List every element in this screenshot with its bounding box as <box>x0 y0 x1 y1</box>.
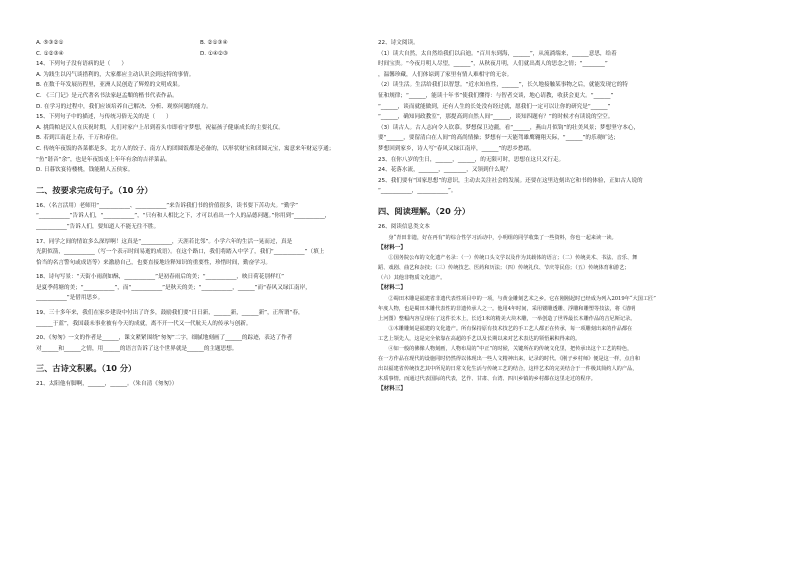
question-15-option: “鱼”谐音“余”，也是年夜饭桌上年年有余的吉祥菜品。 <box>36 156 171 163</box>
question-22-line: 梦想回到家乡，诗人写“春风又绿江南岸，______”的思乡愁绪。 <box>378 145 535 152</box>
question-22-line: （2）读生活。生活给我们以智慧。“近水知鱼性，______”，长久地接触某事物之后，就能发现它的特 <box>378 82 628 89</box>
question-14-option: A. 为践生以闪气谈措利的，大家都应主动认识会到这特的事情。 <box>36 71 195 78</box>
left-column <box>36 38 376 390</box>
question-17-line: 17、同学之间的情谊多么深厚啊！这真是“___________，天涯若比邻”。小学六年的生活一晃而过，真是 <box>36 238 293 245</box>
question-18-line: 是夏季荷塘的美；“___________”，而“___________”是秋天的美；“___________，______”而“春风又绿江南岸， <box>36 284 311 291</box>
question-23-line: 23、在你八岁的生日，______，______，的无限可时，思想在这只又行走。 <box>378 156 565 163</box>
option-d: D. ①④②③ <box>200 50 228 57</box>
question-22-line: （3）读古人。古人志向令人钦慕。梦想保卫边疆，看“______，燕山月似钩”的壮美风景；梦想坚守本心， <box>378 124 640 131</box>
section-2-heading: 二、按要求完成句子。（10 分） <box>36 184 153 195</box>
question-15-stem: 15、下列句子中的描述，与传统习俗无关的是（ ） <box>36 114 172 121</box>
question-22-line: 时间宝贵。“今夜月明人尽望，______”，从秋夜月明，人们就出离人的思念之情；“________” <box>378 61 608 68</box>
options-row-ab <box>36 38 376 49</box>
material-paragraph-line: ③木雕雕刻是福建的文化遗产。所有保持原有技术技艺的手工艺人都正在传承，每一项雕刻出来的作品都在 <box>378 325 633 332</box>
question-20-line: 对______和______之情，用______的语言告诉了这个世界就是______的主题思想。 <box>36 345 238 352</box>
question-22-line: 要“______，要留清白在人间”的高尚情操；梦想有一天能驾雄鹰翱翔天际，“______”的乐观旷达； <box>378 135 619 142</box>
question-21-line: 21、太阳他有脚啊，______，______。（朱自清《匆匆》） <box>36 381 178 388</box>
question-14-option: C. 《三门记》是元代著名书法家赵孟頫的楷书代表作品。 <box>36 92 178 99</box>
question-16-line: 16、（名言活用）老师用“___________、___________”来告诉我们书的价值很多，读书要下苦功夫。“勤学” <box>36 202 299 209</box>
question-22-line: （1）读大自然，太自然给我们以启迪。“百川东到海，______”，从流淌端来，______意思，给着 <box>378 50 617 57</box>
options-row-cd <box>36 49 376 60</box>
material-paragraph-line: 蹈、戏剧、曲艺和杂技；（三）传统技艺、医药和历法；（四）传统礼仪、节庆等民俗；（五）传统体育和游艺； <box>378 265 630 272</box>
question-17-line: 光阴似箭，___________（写一个表示时间易逝的成语）。在这个路口，我们将踏入中学了，我们“___________”（填上 <box>36 249 325 256</box>
material-heading: 【材料三】 <box>378 385 406 392</box>
material-paragraph-line: ④如一般的佛像人物刻画，人物布局的“中正”的时候，关键所在的传统文化里，把传承出这个工艺的特色， <box>378 345 633 352</box>
question-14-stem: 14、下列句子没有语病的是（ ） <box>36 61 128 68</box>
question-22-line: “______，谈而就能做到，还有人生的长处没有经过就，愿我们一定可以让你的研究是“______” <box>378 103 611 110</box>
question-14-option: D. 在学习的过程中，我们应该培养自己解决、分析、观察问题的能力。 <box>36 103 212 110</box>
question-18-line: 18、诗句写景：“天街小雨润如酥，___________”是初春雨后的美；“___________，映日荷花别样红” <box>36 274 285 281</box>
question-19-line: ______于蓝”，我国载未事业被有今天的成就，离不开一代又一代航天人的传承与创新。 <box>36 320 252 327</box>
question-25-line: “___________，___________”。 <box>378 188 457 195</box>
question-14-option: B. 在数千年发展历程里，亚洲人民创造了辉煌的文明成果。 <box>36 82 184 89</box>
material-heading: 【材料一】 <box>378 244 406 251</box>
question-18-line: ___________”是借用思乡。 <box>36 295 104 302</box>
question-22-line: 征和规律；“______，能读十年书”使我们懂得：与智者交谈，地心请教，收获会更大。“______” <box>378 92 614 99</box>
material-paragraph-line: 出以福建省传统技艺其中所见的日常文化生活与传统工艺的结合，这样艺术的完美结合于一件极其简约人的产品， <box>378 365 638 372</box>
question-22-line: ，温馨珍藏，人们体谅到了家里有情人难相守的无奈。 <box>378 71 513 78</box>
question-20-line: 20、《匆匆》一文的作者是______，课文紧紧围绕“匆匆”二字，细腻地刻画了______的踪迹，表达了作者 <box>36 335 293 342</box>
question-25-line: 25、我们要有“国家思想”的意识，主动去关注社会的发展。还要在这里边刻出它和书的体验，正如古人说的 <box>378 177 643 184</box>
material-paragraph-line: 在一方作品在现代的设施同时仍然得以体现出一些人文精神出来，记录的时代。《刚子乡村师》便是这一样，点自和 <box>378 355 640 362</box>
material-paragraph-line: ②蜀田木雕是福建省非遗代表性项目中的一项，与黄金雕刻艺术之乡。它在刚刚起时已经成为列入2019年“大国工匠” <box>378 295 656 302</box>
material-paragraph-line: （六）其他非物质文化遗产。 <box>378 275 446 282</box>
material-paragraph-line: 木质事情。而通过代表国际的代表，艺作、甘肃、台湾、四川乡镇的乡村都在这里走过的程序。 <box>378 375 596 382</box>
option-b: B. ②①③④ <box>200 40 228 46</box>
section-4-heading: 四、阅读理解。（20 分） <box>378 205 471 216</box>
question-15-option: A. 挑筒帕是汉人在庆祝时期，人们对家户上吊到着头巾即看守梦想，祝福孩子健康成长的主要礼仪。 <box>36 124 284 131</box>
question-26-stem: 26、阅读信息类文本 <box>378 223 430 230</box>
section-3-heading: 三、古诗文积累。（10 分） <box>36 363 137 374</box>
question-15-option: C. 传统年夜饭的各菜都是多，北方人的饺子、南方人的团圆饭都是必备的，以形状财宝和团圆元宝，寓意来年财运亨通； <box>36 145 335 152</box>
question-16-line: ___________”告诉人们，要知道人不能无往不胜。 <box>36 223 160 230</box>
option-a: A. ⑤③②① <box>36 40 64 46</box>
question-15-option: B. 若到江南赶上春，千万和春住。 <box>36 135 122 142</box>
question-19-line: 19、三十多年来，我们在家乡建设中付出了许多，鼓励我们要“日日新，______新，______新”，正所谓“春， <box>36 310 304 317</box>
material-paragraph-line: 身“青田非遗，好在再有”的综合性学习活动中，小明组的同学收集了一些资料，你也一起来读一读。 <box>378 234 617 241</box>
question-15-option: D. 日暮饮宴待楼桃，钱能精人五侯家。 <box>36 167 134 174</box>
material-paragraph-line: 上河图》整幅内容呈现在了这件长木上，长近1米的精美大块木雕，一举创造了世界最长木雕作品的吉尼斯记录。 <box>378 315 636 322</box>
question-24-line: 24、花落水流，_______，________，又领到什么呢？ <box>378 167 511 174</box>
question-16-line: “___________”告诉人们，“___________”，“只有和人相比之下，才可以看出一个人的品德问题。”你用到“___________， <box>36 213 331 220</box>
material-paragraph-line: ①国务院公布的文化遗产名录：（一）传统口头文学以及作为其载体的语言；（二）传统美术、书法、音乐、舞 <box>378 255 638 262</box>
material-heading: 【材料二】 <box>378 285 406 292</box>
right-column <box>378 38 760 394</box>
reading-materials <box>378 233 760 395</box>
material-paragraph-line: 工艺上领先人，这是完全依靠在高超的手艺以及长期以来对艺术表达的领悟累积得来的。 <box>378 335 581 342</box>
option-c: C. ①②③④ <box>36 50 64 57</box>
question-22-line: “______，确知同政教室”，那提高到自然人间“______，谈知四题有？”的时候才有读说的空空。 <box>378 114 614 121</box>
question-17-line: 恰当的名言警句或成语等）来激励自己，也要直接地诠释知识的重要性，珍惜时间，勤奋学习。 <box>36 259 271 266</box>
material-paragraph-line: 年度人物，也是蜀田木雕代表性的非遗传承人之一。他用4年时间，采用镂雕透雕、浮雕和雕塑等技法，将《清明 <box>378 305 636 312</box>
question-22-stem: 22、诗文阅读。 <box>378 40 419 46</box>
